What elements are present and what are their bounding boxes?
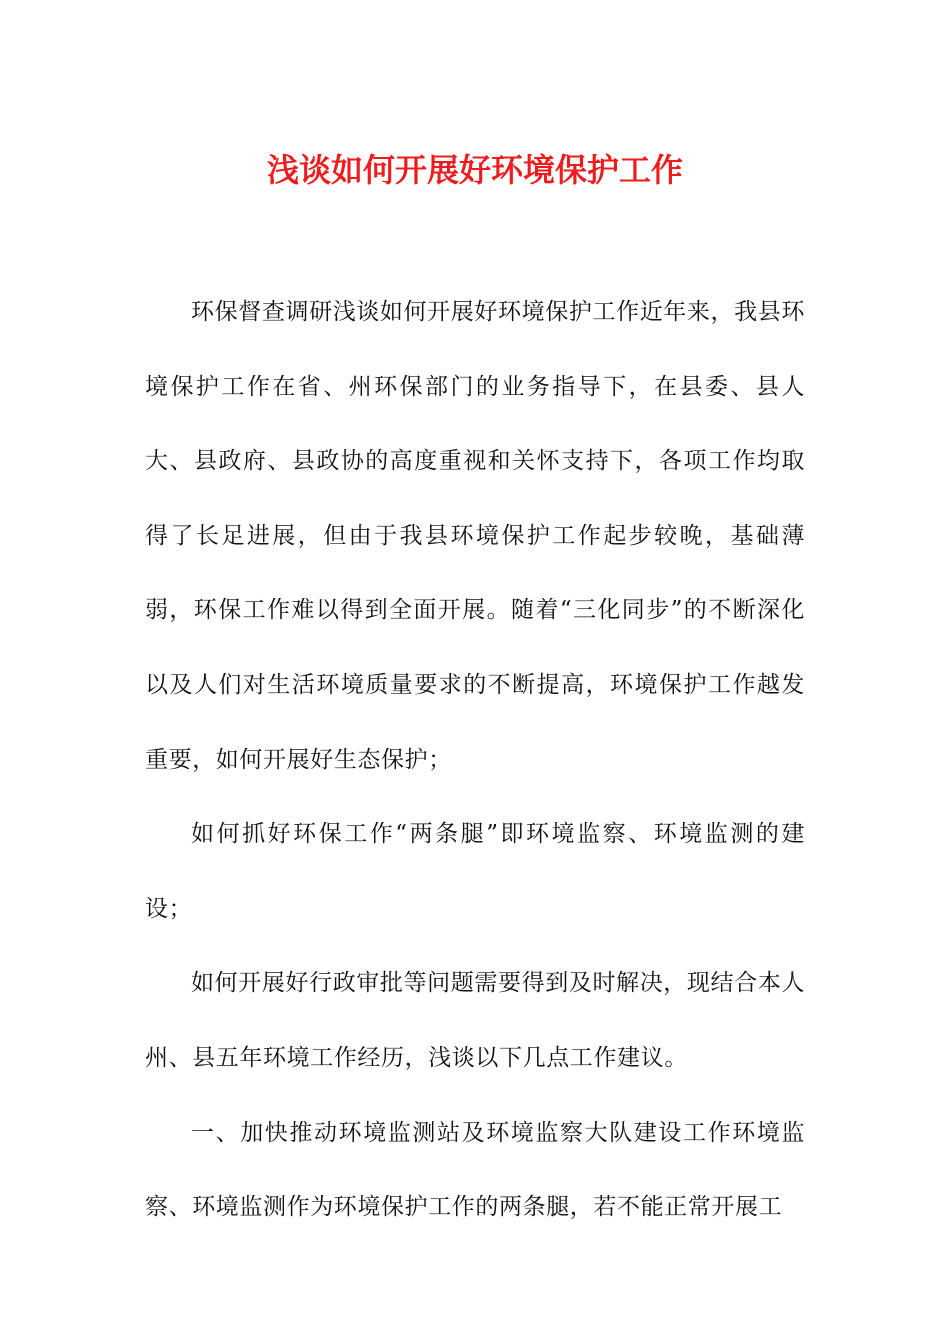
paragraph-1: 环保督查调研浅谈如何开展好环境保护工作近年来，我县环境保护工作在省、州环保部门的业务指导下，在县委、县人大、县政府、县政协的高度重视和关怀支持下，各项工作均取得了长足进展，但由于我县环境保护工作起步较晚，基础薄弱，环保工作难以得到全面开展。随着“三化同步”的不断深化以及人们对生活环境质量要求的不断提高，环境保护工作越发重要，如何开展好生态保护； <box>145 299 805 773</box>
document-body <box>145 275 805 1245</box>
paragraph-3: 如何开展好行政审批等问题需要得到及时解决，现结合本人州、县五年环境工作经历，浅谈以下几点工作建议。 <box>145 970 805 1071</box>
paragraph-2: 如何抓好环保工作“两条腿”即环境监察、环境监测的建设； <box>145 821 805 922</box>
paragraph-4: 一、加快推动环境监测站及环境监察大队建设工作环境监察、环境监测作为环境保护工作的两条腿，若不能正常开展工 <box>145 1119 805 1221</box>
document-title: 浅谈如何开展好环境保护工作 <box>266 151 683 189</box>
